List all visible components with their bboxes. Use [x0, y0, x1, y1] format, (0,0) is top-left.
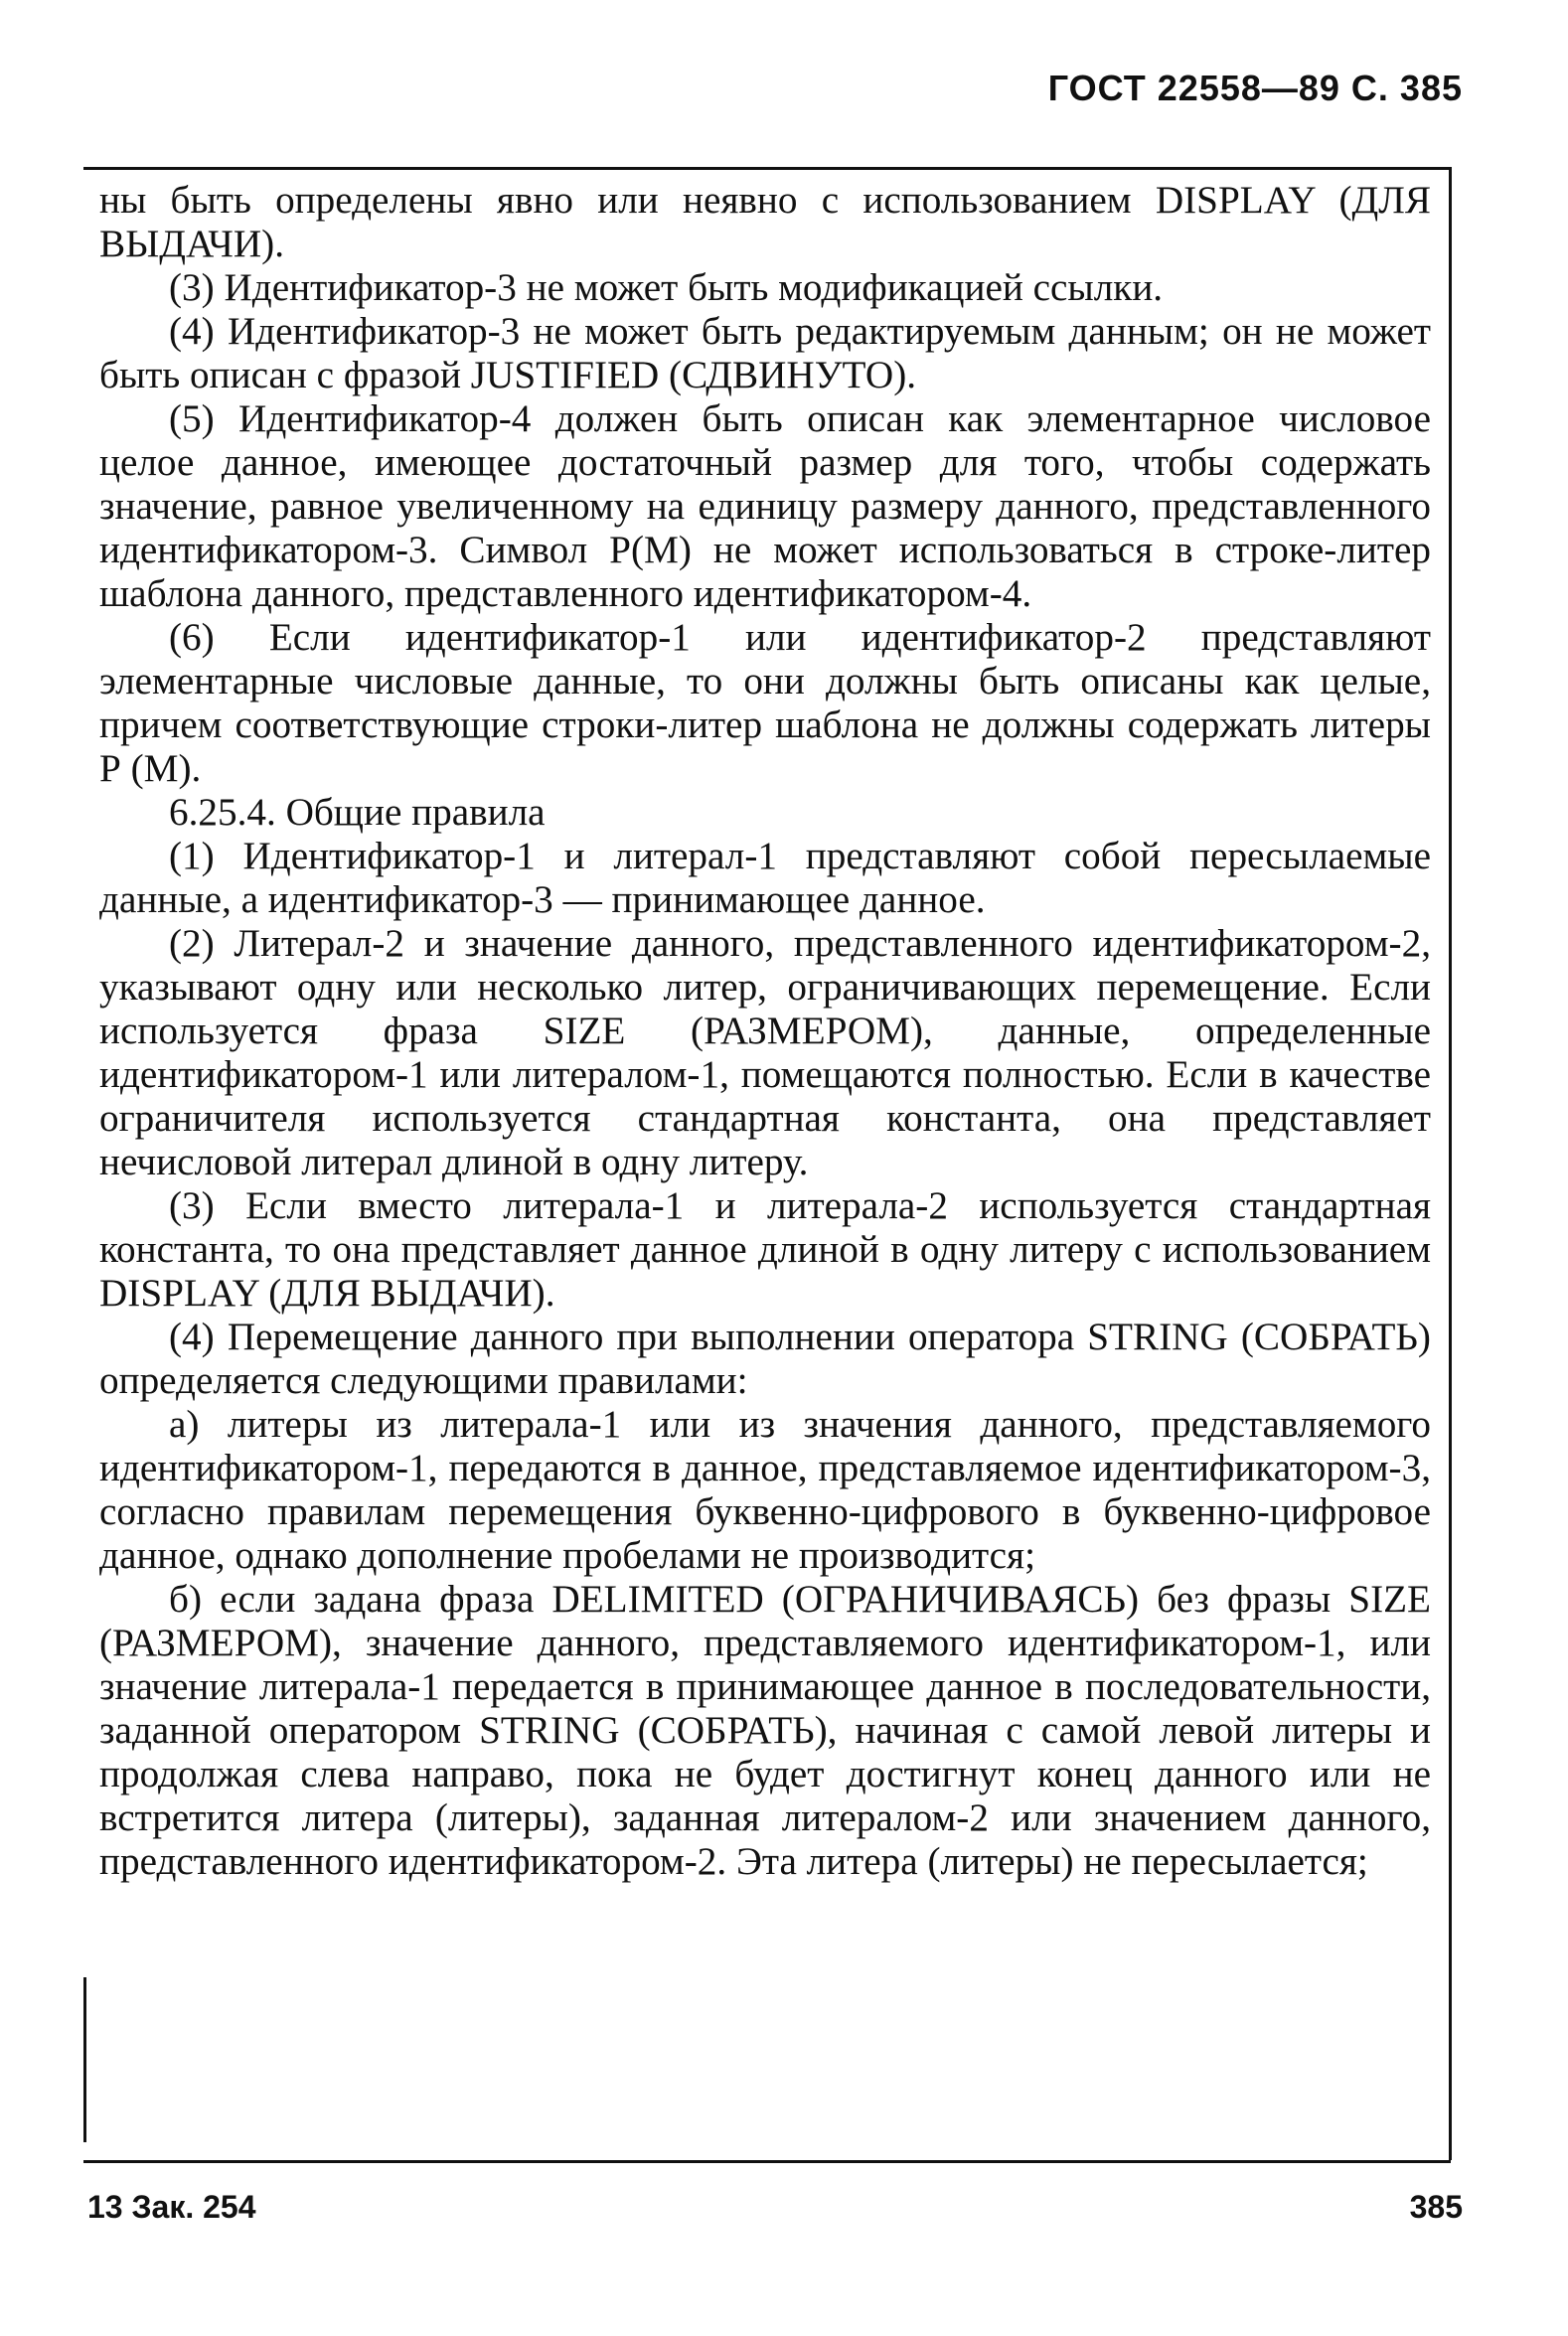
- page-number: 385: [1409, 2189, 1463, 2225]
- right-margin-bar: [1449, 167, 1452, 2160]
- paragraph-rule-5: (5) Идентификатор-4 должен быть описан как элементарное числовое целое данное, имеющее достаточный размер для того, чтобы содержать значение, равное увеличенному на единицу размеру данного, представленного идентификатором-3. Символ Р(М) не может использоваться в строке-литер шаблона данного, представленного идентификатором-4.: [99, 397, 1431, 615]
- print-order-note: 13 Зак. 254: [87, 2189, 256, 2225]
- header-rule: [83, 167, 1451, 170]
- paragraph-general-2: (2) Литерал-2 и значение данного, представленного идентификатором-2, указывают одну или несколько литер, ограничивающих перемещение. Если используется фраза SIZE (РАЗМЕРОМ), данные, определенные идентификатором-1 или литералом-1, помещаются полностью. Если в качестве ограничителя используется стандартная константа, она представляет нечисловой литерал длиной в одну литеру.: [99, 922, 1431, 1183]
- paragraph-rule-6: (6) Если идентификатор-1 или идентификатор-2 представляют элементарные числовые данные, то они должны быть описаны как целые, причем соответствующие строки-литер шаблона не должны содержать литеры Р (М).: [99, 616, 1431, 790]
- paragraph-general-1: (1) Идентификатор-1 и литерал-1 представляют собой пересылаемые данные, а идентификатор-3 — принимающее данное.: [99, 835, 1431, 921]
- paragraph-general-3: (3) Если вместо литерала-1 и литерала-2 используется стандартная константа, то она представляет данное длиной в одну литеру с использованием DISPLAY (ДЛЯ ВЫДАЧИ).: [99, 1184, 1431, 1315]
- paragraph-general-4: (4) Перемещение данного при выполнении оператора STRING (СОБРАТЬ) определяется следующими правилами:: [99, 1316, 1431, 1402]
- paragraph-rule-4: (4) Идентификатор-3 не может быть редактируемым данным; он не может быть описан с фразой JUSTIFIED (СДВИНУТО).: [99, 310, 1431, 396]
- left-margin-bar: [83, 1977, 86, 2142]
- paragraph-item-a: а) литеры из литерала-1 или из значения данного, представляемого идентификатором-1, передаются в данное, представляемое идентификатором-3, согласно правилам перемещения буквенно-цифрового в буквенно-цифровое данное, однако дополнение пробелами не производится;: [99, 1403, 1431, 1577]
- paragraph-continuation: ны быть определены явно или неявно с использованием DISPLAY (ДЛЯ ВЫДАЧИ).: [99, 179, 1431, 265]
- footer-rule: [83, 2160, 1451, 2163]
- paragraph-rule-3: (3) Идентификатор-3 не может быть модификацией ссылки.: [169, 266, 1164, 309]
- body-text: [99, 179, 1431, 1884]
- running-header: ГОСТ 22558—89 С. 385: [1047, 68, 1463, 108]
- section-heading: 6.25.4. Общие правила: [169, 791, 546, 834]
- paragraph-item-b: б) если задана фраза DELIMITED (ОГРАНИЧИВАЯСЬ) без фразы SIZE (РАЗМЕРОМ), значение данного, представляемого идентификатором-1, или значение литерала-1 передается в принимающее данное в последовательности, заданной оператором STRING (СОБРАТЬ), начиная с самой левой литеры и продолжая слева направо, пока не будет достигнут конец данного или не встретится литера (литеры), заданная литералом-2 или значением данного, представленного идентификатором-2. Эта литера (литеры) не пересылается;: [99, 1578, 1431, 1883]
